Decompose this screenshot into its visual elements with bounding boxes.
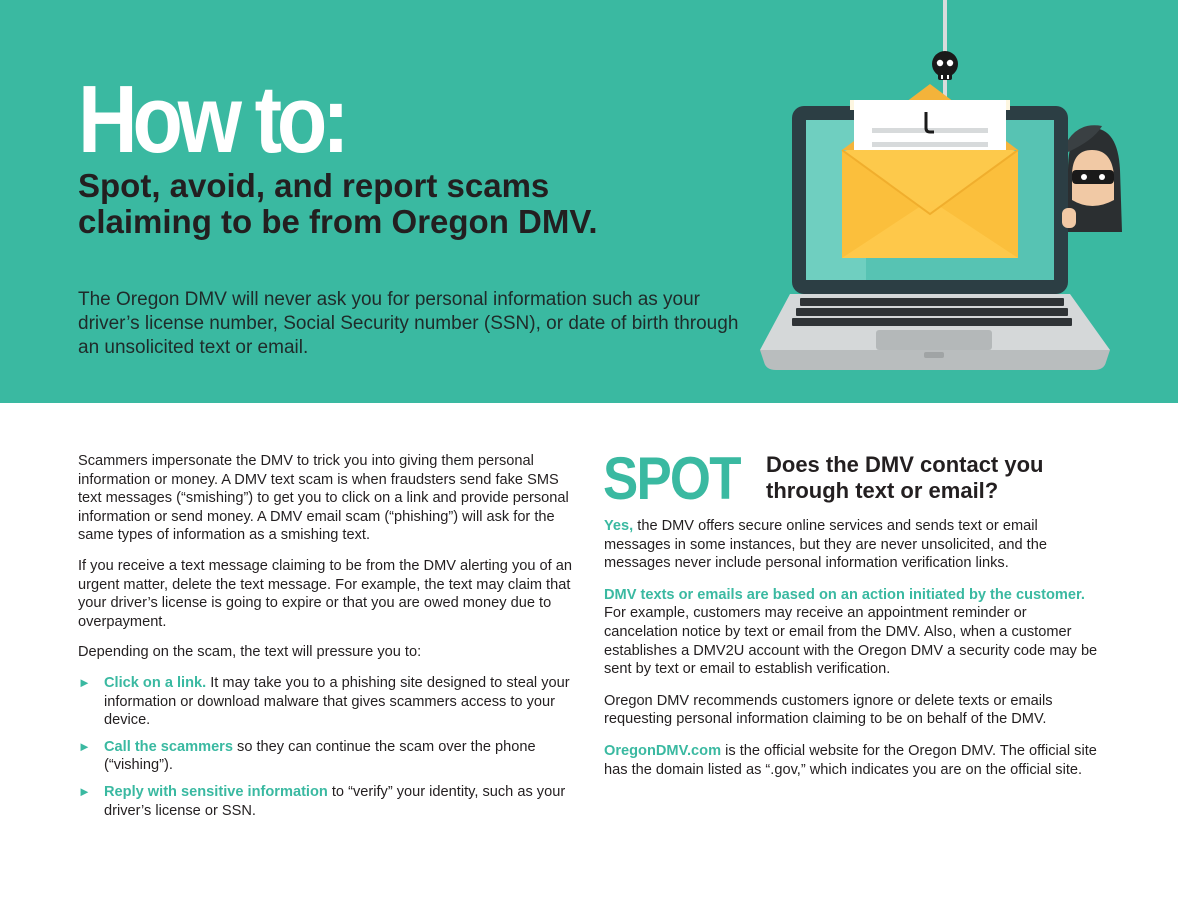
spot-heading: [766, 452, 1043, 504]
yes-text: the DMV offers secure online services and sends text or email messages in some instances, but they are never unsolicited, and the messages never include personal information verification links.: [604, 518, 1047, 572]
official-site-paragraph: [604, 742, 1104, 779]
intro-text: The Oregon DMV will never ask you for personal information such as your driver’s license number, Social Security number (SSN), or date of birth through an unsolicited text or email.: [78, 289, 739, 358]
list-item: [78, 738, 578, 775]
customer-action-highlight: DMV texts or emails are based on an action initiated by the customer.: [604, 586, 1085, 603]
envelope-icon: [842, 84, 1018, 258]
recommendation-paragraph: Oregon DMV recommends customers ignore or delete texts or emails requesting personal information claiming to be on behalf of the DMV.: [604, 692, 1053, 728]
page-title: How to:: [78, 66, 345, 173]
spot-heading-line-1: Does the DMV contact you: [766, 452, 1044, 477]
yes-paragraph: [604, 517, 1104, 573]
list-item-highlight: Reply with sensitive information: [104, 783, 328, 800]
arrow-right-icon: ►: [78, 738, 91, 754]
text-message-paragraph: If you receive a text message claiming to be from the DMV alerting you of an urgent matter, delete the text message. For example, the text may claim that your driver’s license is going to expire or that you are owed money due to overpayment.: [78, 557, 572, 630]
subtitle-line-1: Spot, avoid, and report scams: [78, 167, 550, 204]
scam-description-paragraph: Scammers impersonate the DMV to trick you into giving them personal information or money. A DMV text scam is when fraudsters send fake SMS text messages (“smishing”) to get you to click on a link and provide personal information or send money. A DMV email scam (“phishing”) will ask for the same types of information as a smishing text.: [78, 453, 569, 544]
page-subtitle: [78, 168, 598, 240]
list-item: [78, 783, 578, 820]
skull-icon: [932, 51, 958, 80]
laptop-phishing-illustration: [750, 0, 1130, 380]
list-item-highlight: Call the scammers: [104, 738, 233, 755]
list-item-text: so they can continue the scam over the phone (“vishing”).: [104, 738, 536, 774]
left-column: [78, 452, 578, 828]
pressure-intro-paragraph: Depending on the scam, the text will pressure you to:: [78, 644, 422, 661]
official-site-text: is the official website for the Oregon DMV. The official site has the domain listed as “.gov,” which indicates you are on the official site.: [604, 742, 1097, 778]
pressure-list: [78, 674, 578, 820]
arrow-right-icon: ►: [78, 674, 91, 690]
spot-heading-line-2: through text or email?: [766, 478, 999, 503]
customer-action-paragraph: [604, 586, 1104, 679]
right-column: [604, 517, 1104, 792]
list-item-text: to “verify” your identity, such as your driver’s license or SSN.: [104, 783, 566, 819]
arrow-right-icon: ►: [78, 783, 91, 799]
customer-action-text: For example, customers may receive an appointment reminder or cancelation notice by text or email from the DMV. Also, when a customer establishes a DMV2U account with the Oregon DMV a security code may be sent by text or email to establish verification.: [604, 605, 1098, 678]
list-item: [78, 674, 578, 730]
spot-label: SPOT: [603, 445, 740, 512]
list-item-highlight: Click on a link.: [104, 674, 207, 691]
hero-banner: [0, 0, 1178, 403]
hacker-icon: [1062, 125, 1122, 232]
fishing-line-icon: [943, 0, 947, 100]
subtitle-line-2: claiming to be from Oregon DMV.: [78, 203, 598, 240]
yes-highlight: Yes,: [604, 518, 634, 534]
list-item-text: It may take you to a phishing site designed to steal your information or download malware that gives scammers access to your device.: [104, 674, 570, 729]
official-site-link[interactable]: OregonDMV.com: [604, 742, 722, 759]
